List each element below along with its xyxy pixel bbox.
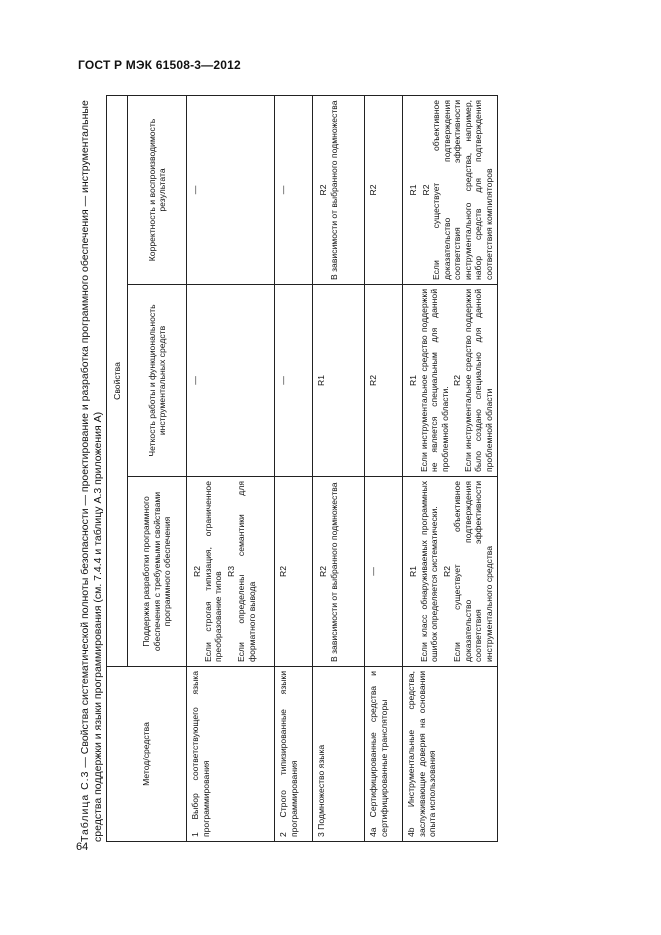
document-header: ГОСТ Р МЭК 61508-3—2012 bbox=[78, 58, 241, 72]
row3-support bbox=[313, 477, 365, 667]
caption-label: Таблица С.3 bbox=[79, 770, 91, 842]
properties-table bbox=[106, 95, 498, 842]
header-clarity: Четкость работы и функциональность инструментальных средств bbox=[128, 285, 187, 477]
row4b-correctness bbox=[403, 95, 498, 284]
row4b-clarity-mark-2: R2 bbox=[452, 375, 462, 386]
row2-method: 2 Строго типизированные языки программирования bbox=[275, 667, 313, 842]
row3-correctness bbox=[313, 95, 365, 284]
row4b-method: 4b Инструментальные средства, заслуживающие доверия на основании опыта использования bbox=[403, 667, 498, 842]
header-row-1 bbox=[107, 95, 128, 841]
table-row bbox=[403, 95, 498, 841]
row1-support-note-2: Если определены семантики для форматного вывода bbox=[236, 481, 257, 662]
table-caption bbox=[79, 97, 105, 842]
row1-clarity: — bbox=[187, 285, 275, 477]
row4b-support-note-2: Если существует объективное доказательство подтверждения соответствия эффективности инструментального средства bbox=[452, 481, 494, 662]
caption-text: — Свойства систематической полноты безопасности — проектирование и разработка программного обеспечения — инструментальные средства поддержки и языки программирования (см. 7.4.4 и таблицу А.3 приложения А) bbox=[79, 100, 104, 842]
row2-support: R2 bbox=[275, 477, 313, 667]
row4b-clarity bbox=[403, 285, 498, 477]
header-support: Поддержка разработки программного обеспечения с требуемыми свойствами программного обеспечения bbox=[128, 477, 187, 667]
page-number: 64 bbox=[76, 841, 89, 853]
row3-method: 3 Подмножество языка bbox=[313, 667, 365, 842]
row1-support-note-1: Если строгая типизация, ограниченное преобразование типов bbox=[202, 481, 223, 662]
header-method: Метод/средства bbox=[107, 667, 187, 842]
row4a-method: 4a Сертифицированные средства и сертифицированные трансляторы bbox=[365, 667, 403, 842]
row3-support-note: В зависимости от выбранного подмножества bbox=[328, 482, 339, 662]
row4b-clarity-mark-1: R1 bbox=[408, 375, 418, 386]
row4b-support-mark-2: R2 bbox=[441, 566, 452, 577]
row1-support bbox=[187, 477, 275, 667]
row1-correctness: — bbox=[187, 95, 275, 284]
row4b-correctness-mark-1: R1 bbox=[408, 184, 418, 196]
row3-support-mark: R2 bbox=[318, 566, 328, 577]
row3-clarity: R1 bbox=[313, 285, 365, 477]
row4a-correctness: R2 bbox=[365, 95, 403, 284]
row3-correctness-mark: R2 bbox=[318, 184, 328, 196]
row4b-clarity-note-2: Если инструментальное средство поддержки было создано специально для данной проблемной области bbox=[462, 289, 494, 472]
table-row bbox=[275, 95, 313, 841]
row2-correctness: — bbox=[275, 95, 313, 284]
header-properties: Свойства bbox=[107, 95, 128, 666]
row4b-support-mark-1: R1 bbox=[408, 566, 418, 577]
row3-correctness-note: В зависимости от выбранного подмножества bbox=[328, 100, 339, 280]
row4b-clarity-note-1: Если инструментальное средство поддержки не является специальным для данной проблемной области. bbox=[418, 289, 450, 472]
table-row bbox=[313, 95, 365, 841]
row4b-correctness-note: Если существует объективное доказательство подтверждения соответствия эффективности инструментального средства, например, набор средств для подтверждения соответствия компиляторов bbox=[431, 99, 494, 280]
row1-support-mark-2: R3 bbox=[225, 566, 236, 577]
row1-method: 1 Выбор соответствующего языка программирования bbox=[187, 667, 275, 842]
row4b-correctness-mark-2: R2 bbox=[420, 184, 431, 196]
rotated-table-block bbox=[79, 92, 499, 842]
row1-support-mark-1: R2 bbox=[192, 566, 202, 577]
row2-clarity: — bbox=[275, 285, 313, 477]
row4b-support bbox=[403, 477, 498, 667]
row4a-clarity: R2 bbox=[365, 285, 403, 477]
row4a-support: — bbox=[365, 477, 403, 667]
table-row bbox=[365, 95, 403, 841]
table-row bbox=[187, 95, 275, 841]
row4b-support-note-1: Если класс обнаруживаемых программных ошибок определяется систематически. bbox=[418, 481, 439, 662]
header-correctness: Корректность и воспроизводимость результата bbox=[128, 95, 187, 284]
